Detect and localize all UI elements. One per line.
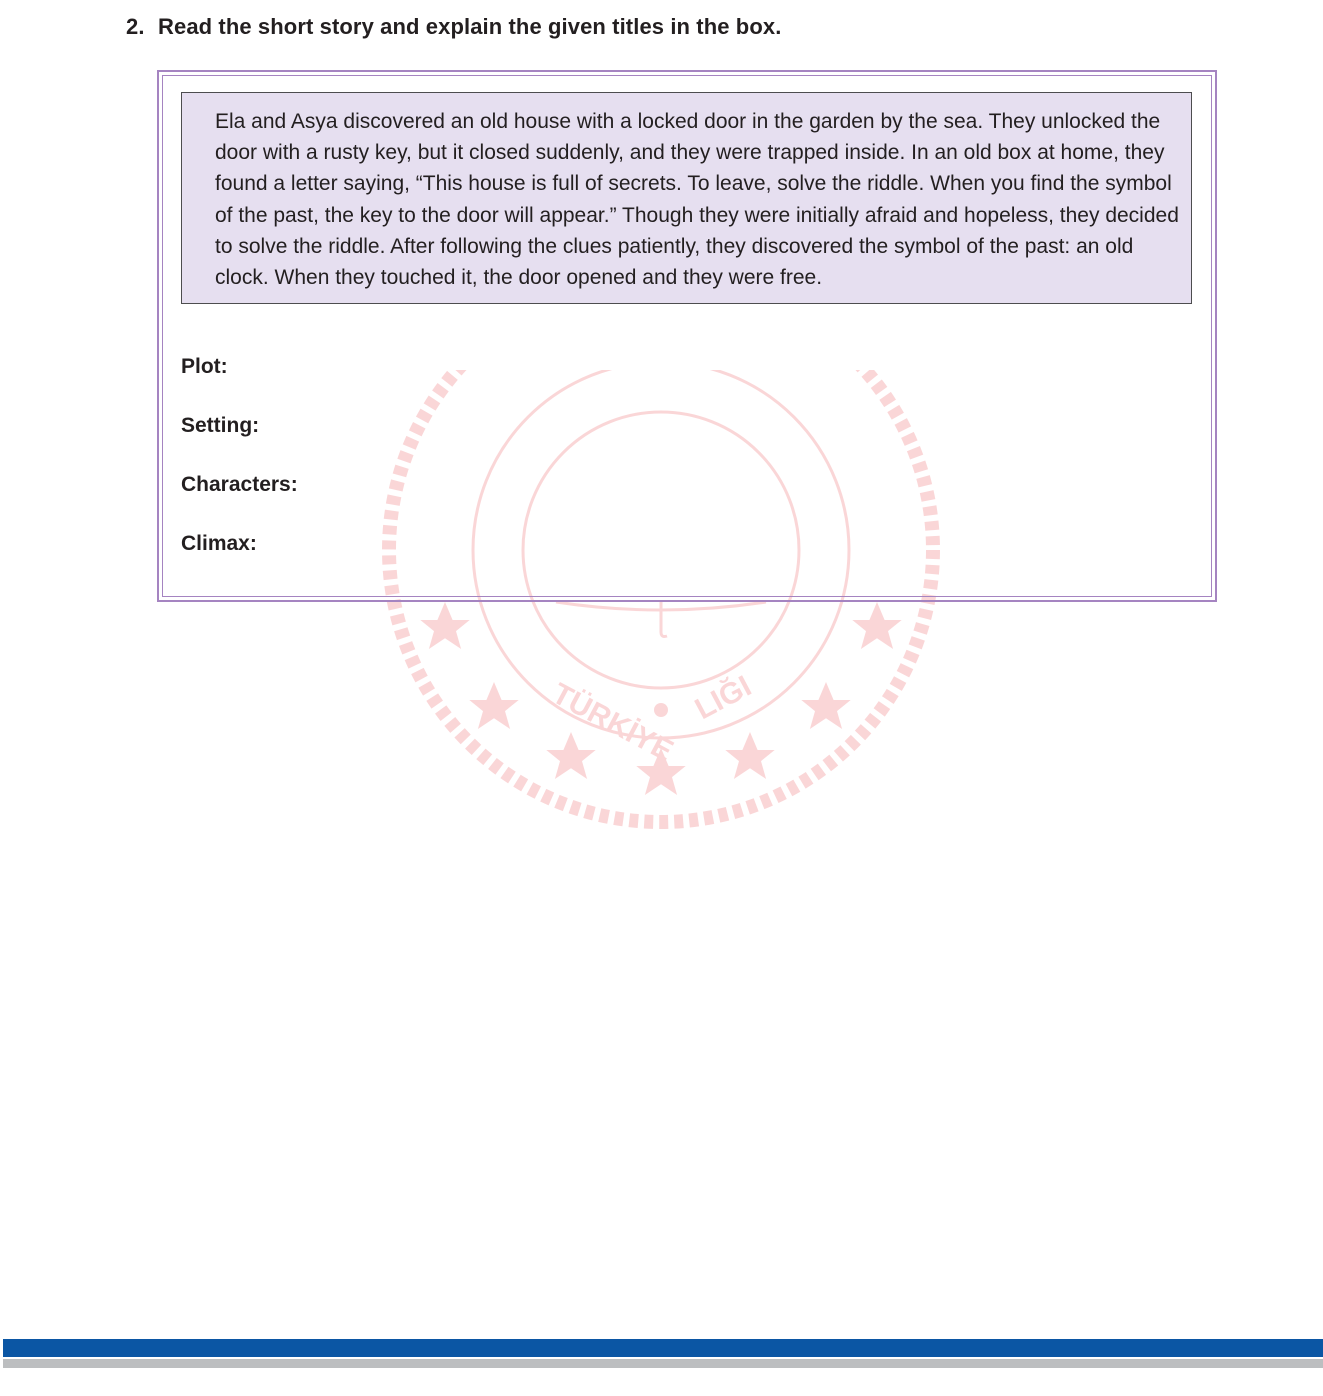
question-heading	[126, 14, 781, 40]
question-text: Read the short story and explain the given titles in the box.	[158, 14, 782, 39]
characters-label: Characters:	[181, 473, 298, 496]
footer-blue-bar	[3, 1339, 1323, 1357]
footer-gray-bar	[3, 1359, 1323, 1368]
story-box	[181, 92, 1192, 304]
setting-label: Setting:	[181, 414, 260, 437]
question-number: 2.	[126, 14, 145, 39]
svg-text:TÜRKİYE: TÜRKİYE	[546, 677, 679, 769]
story-text: Ela and Asya discovered an old house with a locked door in the garden by the sea. They unlocked the door with a rusty key, but it closed suddenly, and they were trapped inside. In an old box at home, they found a letter saying, “This house is full of secrets. To leave, solve the riddle. When you find the symbol of the past, the key to the door will appear.” Though they were initially afraid and hopeless, they decided to solve the riddle. After following the clues patiently, they discovered the symbol of the past: an old clock. When they touched it, the door opened and they were free.	[215, 110, 1179, 290]
svg-text:LIĞI: LIĞI	[689, 669, 757, 727]
plot-label: Plot:	[181, 355, 228, 378]
climax-label: Climax:	[181, 532, 257, 555]
